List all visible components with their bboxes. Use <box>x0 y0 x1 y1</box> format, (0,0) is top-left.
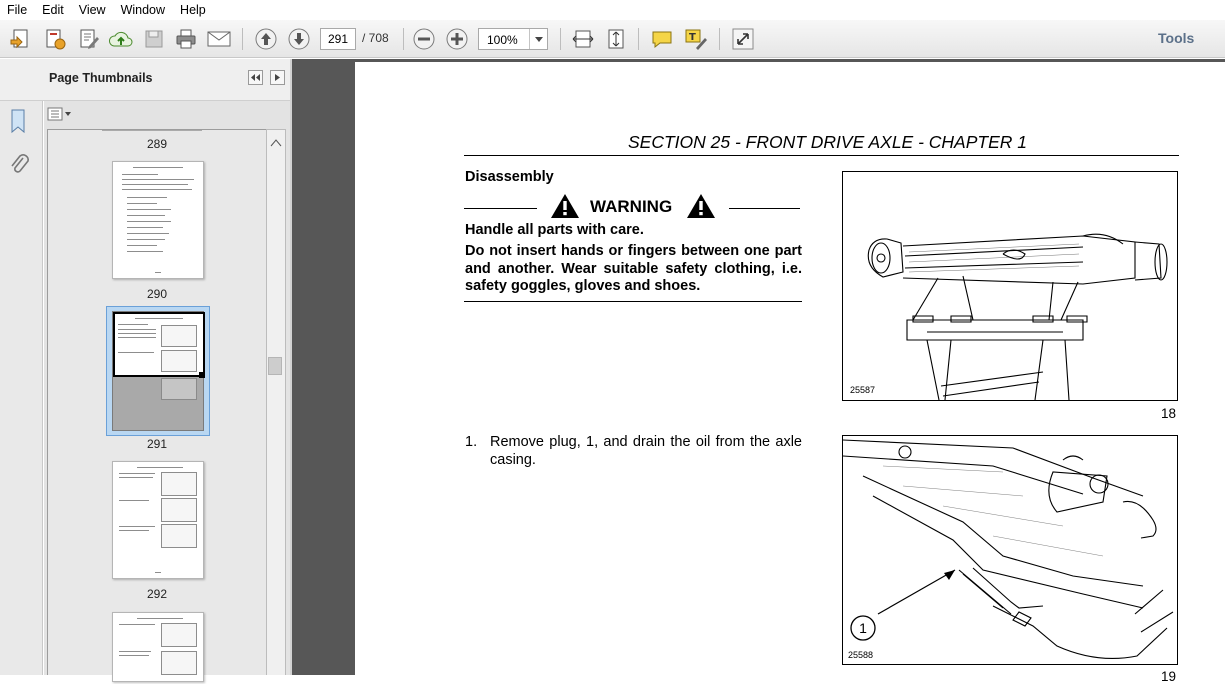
warning-text-2: Do not insert hands or fingers between one part and another. Wear suitable safety clothing, i.e. safety goggles, gloves and shoes. <box>465 243 802 294</box>
warning-label: WARNING <box>590 197 673 216</box>
title-rule <box>464 155 1179 156</box>
figure-drain-plug <box>842 435 1178 665</box>
step-number: 1. <box>465 434 478 450</box>
full-screen-icon[interactable] <box>730 26 756 52</box>
callout-label: 1 <box>859 620 867 636</box>
menu-window[interactable]: Window <box>120 3 166 17</box>
thumbnail-page-289[interactable] <box>102 130 202 131</box>
thumbnail-label-290: 290 <box>146 287 168 301</box>
warning-text-1: Handle all parts with care. <box>465 222 644 238</box>
collapse-panel-icon[interactable] <box>248 70 263 85</box>
thumbnails-panel-header <box>0 59 290 101</box>
document-page <box>355 62 1225 684</box>
edit-document-icon[interactable] <box>76 26 102 52</box>
print-icon[interactable] <box>173 26 199 52</box>
thumbnail-list[interactable] <box>47 129 267 675</box>
thumbnail-label-291: 291 <box>146 437 168 451</box>
cloud-upload-icon[interactable] <box>108 26 134 52</box>
expand-panel-icon[interactable] <box>270 70 285 85</box>
warning-triangle-icon <box>686 193 716 222</box>
toolbar-separator <box>719 28 720 50</box>
attachments-icon[interactable] <box>8 152 30 181</box>
zoom-value: 100% <box>487 33 518 47</box>
create-pdf-icon[interactable] <box>8 26 34 52</box>
thumbnail-scrollbar[interactable] <box>266 129 286 675</box>
toolbar <box>0 20 1225 58</box>
thumbnail-label-289: 289 <box>146 137 168 151</box>
fit-page-width-icon[interactable] <box>570 26 596 52</box>
toolbar-separator <box>560 28 561 50</box>
fit-page-icon[interactable] <box>603 26 629 52</box>
thumbnail-page-293[interactable] <box>112 612 204 682</box>
menu-bar <box>0 0 1225 20</box>
warning-rule-right <box>729 208 800 209</box>
figure-number: 18 <box>1161 406 1177 421</box>
navigation-rail <box>0 59 43 675</box>
zoom-out-icon[interactable] <box>411 26 437 52</box>
save-icon[interactable] <box>141 26 167 52</box>
chevron-down-icon[interactable] <box>529 29 547 49</box>
page-count: / 708 <box>362 31 389 45</box>
zoom-select[interactable] <box>478 28 548 50</box>
previous-page-icon[interactable] <box>253 26 279 52</box>
comment-icon[interactable] <box>649 26 675 52</box>
thumbnail-label-292: 292 <box>146 587 168 601</box>
highlight-text-icon[interactable] <box>683 26 709 52</box>
bookmark-icon[interactable] <box>8 108 30 137</box>
section-title: SECTION 25 - FRONT DRIVE AXLE - CHAPTER 1 <box>627 132 1027 152</box>
warning-rule-left <box>464 208 537 209</box>
figure-axle-on-stand <box>842 171 1178 401</box>
thumbnail-page-292[interactable] <box>112 461 204 579</box>
figure-code: 25587 <box>850 385 876 395</box>
next-figure-number: 19 <box>1161 669 1177 684</box>
warning-bottom-rule <box>464 301 802 302</box>
toolbar-separator <box>638 28 639 50</box>
menu-file[interactable]: File <box>7 3 28 17</box>
svg-text:T: T <box>689 32 696 43</box>
email-icon[interactable] <box>206 26 232 52</box>
toolbar-separator <box>403 28 404 50</box>
thumbnail-page-291-selected[interactable] <box>106 306 210 436</box>
tools-button[interactable]: Tools <box>1158 30 1195 46</box>
page-number-input[interactable] <box>320 28 356 50</box>
next-page-icon[interactable] <box>286 26 312 52</box>
combine-files-icon[interactable] <box>42 26 68 52</box>
toolbar-separator <box>242 28 243 50</box>
warning-triangle-icon <box>550 193 580 222</box>
menu-edit[interactable]: Edit <box>42 3 64 17</box>
scroll-thumb[interactable] <box>268 357 282 375</box>
step-text: Remove plug, 1, and drain the oil from the axle casing. <box>490 434 802 468</box>
figure-code: 25588 <box>848 650 874 660</box>
panel-title: Page Thumbnails <box>49 71 153 85</box>
thumbnail-options-icon[interactable] <box>47 106 73 122</box>
scroll-up-icon[interactable] <box>271 135 281 149</box>
thumbnail-page-290[interactable] <box>112 161 204 279</box>
menu-view[interactable]: View <box>78 3 106 17</box>
zoom-in-icon[interactable] <box>444 26 470 52</box>
section-heading: Disassembly <box>465 169 554 185</box>
menu-help[interactable]: Help <box>180 3 206 17</box>
